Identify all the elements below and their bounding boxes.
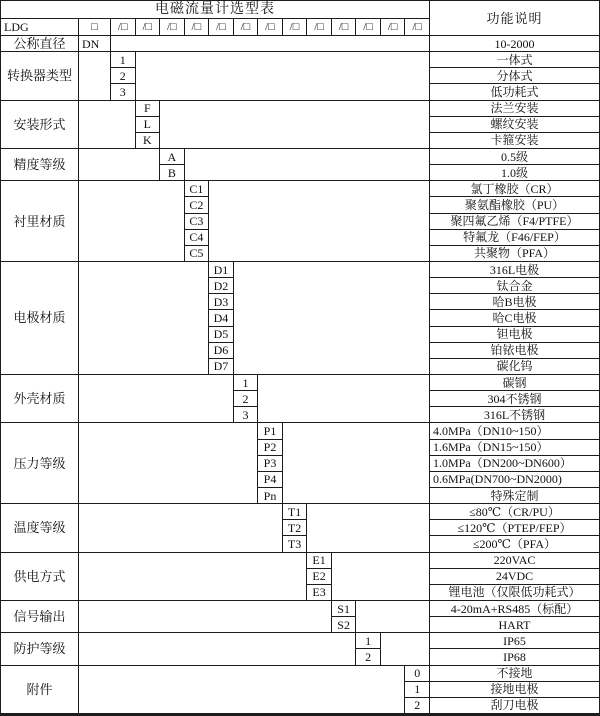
spec-value: 刮刀电极	[430, 698, 600, 714]
empty-region	[79, 375, 234, 423]
spec-value: 不接地	[430, 666, 600, 682]
code-cell: T3	[283, 536, 308, 552]
code-box-slot: /□	[405, 19, 430, 36]
empty-region	[79, 101, 136, 149]
code-cell: T2	[283, 520, 308, 536]
spec-value: 碳化钨	[430, 359, 600, 375]
spec-value: 220VAC	[430, 553, 600, 569]
empty-region	[160, 101, 430, 149]
code-cell: K	[136, 133, 161, 149]
code-cell: 1	[405, 682, 430, 698]
spec-value: 哈C电极	[430, 310, 600, 326]
table-title: 电磁流量计选型表	[1, 1, 430, 19]
empty-region	[79, 181, 185, 262]
code-cell: C1	[185, 181, 210, 197]
code-box-slot: /□	[332, 19, 357, 36]
code-cell: 2	[356, 649, 381, 665]
category-label: 温度等级	[1, 504, 79, 552]
spec-value: 钽电极	[430, 327, 600, 343]
spec-value: 法兰安装	[430, 101, 600, 117]
code-cell: D4	[209, 310, 234, 326]
code-box-slot: /□	[185, 19, 210, 36]
code-box-slot: /□	[356, 19, 381, 36]
spec-value: 316L电极	[430, 262, 600, 278]
code-cell: 3	[234, 407, 259, 423]
code-cell: 1	[111, 52, 136, 68]
empty-region	[79, 633, 356, 665]
spec-value: IP68	[430, 649, 600, 665]
category-label: 信号输出	[1, 601, 79, 633]
spec-value: 碳钢	[430, 375, 600, 391]
code-box-slot: /□	[136, 19, 161, 36]
category-label: 公称直径	[1, 36, 79, 52]
empty-region	[79, 423, 258, 504]
spec-value: ≤120℃（PTEP/FEP）	[430, 520, 600, 536]
category-label: 安装形式	[1, 101, 79, 149]
category-label: 精度等级	[1, 149, 79, 181]
code-cell: D1	[209, 262, 234, 278]
spec-value: 聚四氟乙烯（F4/PTFE）	[430, 214, 600, 230]
spec-value: HART	[430, 617, 600, 633]
spec-value: 哈B电极	[430, 294, 600, 310]
code-cell: D6	[209, 343, 234, 359]
spec-value: 10-2000	[430, 36, 600, 52]
code-box-slot: /□	[307, 19, 332, 36]
code-cell: D2	[209, 278, 234, 294]
category-label: 防护等级	[1, 633, 79, 665]
empty-region	[234, 262, 430, 375]
code-cell: S1	[332, 601, 357, 617]
code-box-slot: /□	[209, 19, 234, 36]
code-cell: C5	[185, 246, 210, 262]
code-cell: L	[136, 117, 161, 133]
empty-region	[136, 52, 430, 100]
code-cell: S2	[332, 617, 357, 633]
spec-value: 分体式	[430, 68, 600, 84]
spec-value: 特殊定制	[430, 488, 600, 504]
code-cell: 3	[111, 84, 136, 100]
category-label: 压力等级	[1, 423, 79, 504]
spec-value: 低功耗式	[430, 84, 600, 100]
code-cell: 0	[405, 666, 430, 682]
code-cell: P4	[258, 472, 283, 488]
category-label: 转换器类型	[1, 52, 79, 100]
category-label: 衬里材质	[1, 181, 79, 262]
code-cell: C3	[185, 214, 210, 230]
empty-region	[332, 553, 430, 601]
code-box-slot: /□	[234, 19, 259, 36]
empty-region	[79, 601, 332, 633]
spec-value: IP65	[430, 633, 600, 649]
code-cell: 2	[234, 391, 259, 407]
code-cell: 2	[111, 68, 136, 84]
code-cell: 2	[405, 698, 430, 714]
spec-value: 4-20mA+RS485（标配）	[430, 601, 600, 617]
spec-value: 螺纹安装	[430, 117, 600, 133]
empty-region	[381, 633, 430, 665]
spec-value: 304不锈钢	[430, 391, 600, 407]
code-box-slot: /□	[283, 19, 308, 36]
code-cell: Pn	[258, 488, 283, 504]
code-cell: C4	[185, 230, 210, 246]
spec-value: 24VDC	[430, 569, 600, 585]
spec-value: 钛合金	[430, 278, 600, 294]
empty-region	[79, 52, 111, 100]
code-cell: DN	[79, 36, 111, 52]
code-cell: E1	[307, 553, 332, 569]
spec-value: 0.6MPa(DN700~DN2000)	[430, 472, 600, 488]
code-cell: D5	[209, 327, 234, 343]
code-box-first: □	[79, 19, 111, 36]
code-cell: T1	[283, 504, 308, 520]
code-cell: P1	[258, 423, 283, 439]
category-label: 电极材质	[1, 262, 79, 375]
code-cell: E3	[307, 585, 332, 601]
code-cell: F	[136, 101, 161, 117]
code-cell: P3	[258, 456, 283, 472]
spec-value: ≤200℃（PFA）	[430, 536, 600, 552]
empty-region	[79, 262, 209, 375]
code-box-slot: /□	[160, 19, 185, 36]
category-label: 外壳材质	[1, 375, 79, 423]
spec-value: 0.5级	[430, 149, 600, 165]
empty-region	[307, 504, 430, 552]
code-cell: 1	[234, 375, 259, 391]
spec-value: 共聚物（PFA）	[430, 246, 600, 262]
spec-value: 特氟龙（F46/FEP）	[430, 230, 600, 246]
function-description-header: 功能说明	[430, 1, 600, 36]
spec-value: 锂电池（仅限低功耗式）	[430, 585, 600, 601]
spec-value: 铂铱电极	[430, 343, 600, 359]
empty-region	[185, 149, 430, 181]
empty-region	[356, 601, 430, 633]
category-label: 供电方式	[1, 553, 79, 601]
spec-value: 1.0级	[430, 165, 600, 181]
spec-value: 316L不锈钢	[430, 407, 600, 423]
code-cell: C2	[185, 197, 210, 213]
code-box-slot: /□	[258, 19, 283, 36]
model-prefix: LDG	[1, 19, 79, 36]
spec-value: 一体式	[430, 52, 600, 68]
code-cell: D7	[209, 359, 234, 375]
code-cell: E2	[307, 569, 332, 585]
code-box-slot: /□	[381, 19, 406, 36]
spec-value: ≤80℃（CR/PU）	[430, 504, 600, 520]
code-cell: 1	[356, 633, 381, 649]
spec-value: 1.6MPa（DN15~150）	[430, 440, 600, 456]
spec-value: 氯丁橡胶（CR）	[430, 181, 600, 197]
spec-value: 1.0MPa（DN200~DN600）	[430, 456, 600, 472]
empty-region	[111, 36, 430, 52]
empty-region	[79, 504, 283, 552]
empty-region	[258, 375, 430, 423]
spec-value: 聚氨酯橡胶（PU）	[430, 197, 600, 213]
code-box-slot: /□	[111, 19, 136, 36]
spec-value: 接地电极	[430, 682, 600, 698]
empty-region	[283, 423, 430, 504]
empty-region	[79, 666, 405, 714]
code-cell: D3	[209, 294, 234, 310]
empty-region	[79, 149, 160, 181]
code-cell: P2	[258, 440, 283, 456]
empty-region	[209, 181, 430, 262]
spec-value: 4.0MPa（DN10~150）	[430, 423, 600, 439]
code-cell: A	[160, 149, 185, 165]
spec-value: 卡箍安装	[430, 133, 600, 149]
category-label: 附件	[1, 666, 79, 714]
empty-region	[79, 553, 307, 601]
code-cell: B	[160, 165, 185, 181]
